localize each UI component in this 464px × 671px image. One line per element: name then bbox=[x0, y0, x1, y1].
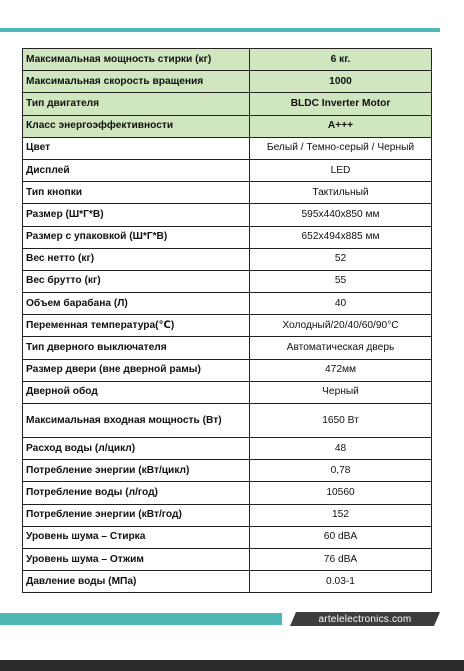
table-row bbox=[23, 337, 432, 359]
spec-value: 48 bbox=[250, 438, 432, 460]
table-row bbox=[23, 293, 432, 315]
spec-label: Размер с упаковкой (Ш*Г*В) bbox=[23, 226, 250, 248]
spec-label: Потребление воды (л/год) bbox=[23, 482, 250, 504]
spec-label: Уровень шума – Стирка bbox=[23, 526, 250, 548]
spec-value: LED bbox=[250, 159, 432, 181]
spec-label: Тип дверного выключателя bbox=[23, 337, 250, 359]
spec-value: Автоматическая дверь bbox=[250, 337, 432, 359]
spec-label: Дверной обод bbox=[23, 381, 250, 403]
top-accent-bar bbox=[0, 28, 440, 32]
spec-value: 595x440x850 мм bbox=[250, 204, 432, 226]
spec-value: 60 dBA bbox=[250, 526, 432, 548]
table-row bbox=[23, 226, 432, 248]
spec-value: Тактильный bbox=[250, 182, 432, 204]
table-row bbox=[23, 49, 432, 71]
spec-value: 10560 bbox=[250, 482, 432, 504]
table-row bbox=[23, 137, 432, 159]
spec-label: Цвет bbox=[23, 137, 250, 159]
spec-label: Вес брутто (кг) bbox=[23, 270, 250, 292]
spec-label: Тип кнопки bbox=[23, 182, 250, 204]
table-row bbox=[23, 359, 432, 381]
table-row bbox=[23, 315, 432, 337]
spec-value: 6 кг. bbox=[250, 49, 432, 71]
spec-label: Тип двигателя bbox=[23, 93, 250, 115]
spec-value: 0,78 bbox=[250, 460, 432, 482]
spec-table-body bbox=[23, 49, 432, 593]
table-row bbox=[23, 381, 432, 403]
spec-table bbox=[22, 48, 432, 593]
footer-accent-stripe bbox=[0, 613, 282, 625]
spec-label: Объем барабана (Л) bbox=[23, 293, 250, 315]
table-row bbox=[23, 204, 432, 226]
spec-label: Дисплей bbox=[23, 159, 250, 181]
table-row bbox=[23, 248, 432, 270]
table-row bbox=[23, 71, 432, 93]
spec-value: 1650 Вт bbox=[250, 404, 432, 438]
spec-label: Потребление энергии (кВт/цикл) bbox=[23, 460, 250, 482]
spec-value: 152 bbox=[250, 504, 432, 526]
spec-value: 55 bbox=[250, 270, 432, 292]
table-row bbox=[23, 438, 432, 460]
table-row bbox=[23, 548, 432, 570]
table-row bbox=[23, 93, 432, 115]
footer-url[interactable]: artelelectronics.com bbox=[318, 614, 412, 625]
table-row bbox=[23, 482, 432, 504]
spec-value: BLDC Inverter Motor bbox=[250, 93, 432, 115]
spec-value: 652x494x885 мм bbox=[250, 226, 432, 248]
spec-label: Вес нетто (кг) bbox=[23, 248, 250, 270]
table-row bbox=[23, 404, 432, 438]
table-row bbox=[23, 115, 432, 137]
spec-value: 52 bbox=[250, 248, 432, 270]
spec-label: Максимальная скорость вращения bbox=[23, 71, 250, 93]
spec-label: Размер двери (вне дверной рамы) bbox=[23, 359, 250, 381]
spec-label: Потребление энергии (кВт/год) bbox=[23, 504, 250, 526]
spec-value: 76 dBA bbox=[250, 548, 432, 570]
table-row bbox=[23, 504, 432, 526]
spec-label: Максимальная входная мощность (Вт) bbox=[23, 404, 250, 438]
table-row bbox=[23, 460, 432, 482]
spec-label: Переменная температура(℃) bbox=[23, 315, 250, 337]
spec-value: 1000 bbox=[250, 71, 432, 93]
table-row bbox=[23, 571, 432, 593]
spec-value: Черный bbox=[250, 381, 432, 403]
spec-value: Холодный/20/40/60/90°C bbox=[250, 315, 432, 337]
bottom-bar bbox=[0, 660, 464, 671]
spec-value: A+++ bbox=[250, 115, 432, 137]
spec-label: Класс энергоэффективности bbox=[23, 115, 250, 137]
spec-label: Давление воды (МПа) bbox=[23, 571, 250, 593]
table-row bbox=[23, 526, 432, 548]
table-row bbox=[23, 159, 432, 181]
spec-value: 40 bbox=[250, 293, 432, 315]
spec-label: Уровень шума – Отжим bbox=[23, 548, 250, 570]
spec-value: 472мм bbox=[250, 359, 432, 381]
spec-label: Расход воды (л/цикл) bbox=[23, 438, 250, 460]
table-row bbox=[23, 270, 432, 292]
spec-label: Размер (Ш*Г*В) bbox=[23, 204, 250, 226]
table-row bbox=[23, 182, 432, 204]
spec-value: 0.03-1 bbox=[250, 571, 432, 593]
spec-value: Белый / Темно-серый / Черный bbox=[250, 137, 432, 159]
spec-label: Максимальная мощность стирки (кг) bbox=[23, 49, 250, 71]
